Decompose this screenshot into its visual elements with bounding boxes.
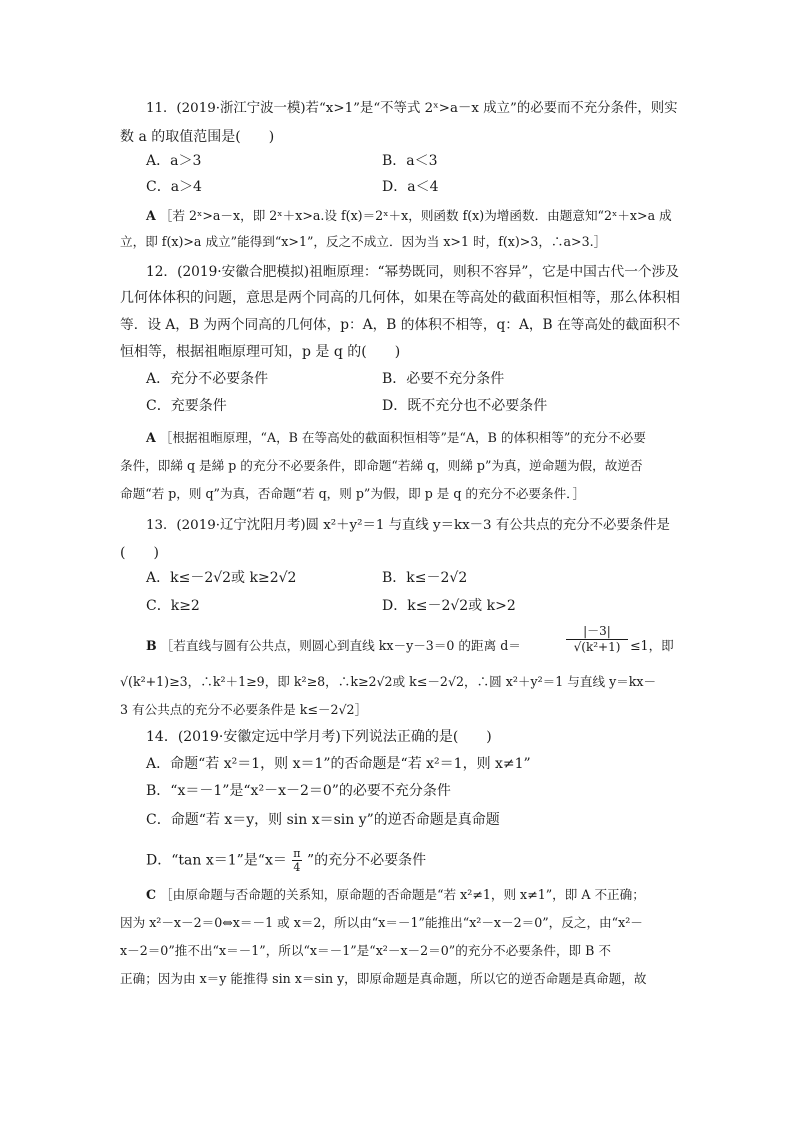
q13-option-c: C．k≥2 (146, 598, 200, 614)
q13-fraction-denominator: √(k²+1) (573, 640, 621, 654)
q11-option-c: C．a＞4 (146, 179, 202, 195)
q14-fraction-denominator: 4 (293, 861, 301, 874)
q14-option-c: C．命题“若 x＝y，则 sin x＝sin y”的逆否命题是真命题 (146, 812, 500, 828)
q14-answer: C (146, 887, 157, 902)
q12-solution-line3: 命题“若 p，则 q”为真，否命题“若 q，则 p”为假，即 p 是 q 的充分不必要条件．］ (120, 486, 586, 501)
q14-option-d-fraction (292, 847, 301, 874)
q14-fraction-numerator: π (293, 847, 301, 860)
q13-option-a: A．k≤－2√2或 k≥2√2 (146, 570, 297, 586)
q11-stem-line2: 数 a 的取值范围是( ) (120, 129, 275, 145)
q12-option-c: C．充要条件 (146, 398, 227, 414)
q13-stem-line2: ( ) (120, 545, 159, 561)
q14-option-d-pre: D．“tan x＝1”是“x＝ (146, 852, 287, 869)
q14-option-b: B．“x＝－1”是“x²－x－2＝0”的必要不充分条件 (146, 783, 451, 799)
q11-option-b: B．a＜3 (382, 153, 438, 169)
q11-option-d: D．a＜4 (382, 179, 439, 195)
q11-solution-line1 (146, 206, 672, 226)
q11-solution-text1: ［若 2ˣ>a－x，即 2ˣ＋x>a.设 f(x)＝2ˣ＋x，则函数 f(x)为增函数．由题意知“2ˣ＋x>a 成 (159, 208, 672, 223)
q12-option-d: D．既不充分也不必要条件 (382, 398, 548, 414)
q14-solution-line1 (146, 885, 645, 905)
q11-solution-line2: 立，即 f(x)>a 成立”能得到“x>1”，反之不成立．因为当 x>1 时，f(x)>3，∴a>3.］ (120, 234, 607, 249)
q14-solution-line2: 因为 x²－x－2＝0⇔x＝－1 或 x＝2，所以由“x＝－1”能推出“x²－x－2＝0”，反之，由“x²－ (120, 915, 643, 930)
q12-option-a: A．充分不必要条件 (146, 371, 269, 387)
q13-solution-tail: ≤1，即 (630, 638, 674, 653)
q12-stem-line1: 12．(2019·安徽合肥模拟)祖暅原理：“幂势既同，则积不容异”，它是中国古代一个涉及 (146, 264, 679, 280)
q12-option-b: B．必要不充分条件 (382, 371, 505, 387)
q11-option-a: A．a＞3 (146, 153, 202, 169)
q12-answer: A (146, 430, 156, 445)
q13-stem-line1: 13．(2019·辽宁沈阳月考)圆 x²＋y²＝1 与直线 y＝kx－3 有公共点的充分不必要条件是 (146, 518, 670, 533)
q13-solution-line2: √(k²+1)≥3，∴k²＋1≥9，即 k²≥8，∴k≥2√2或 k≤－2√2，∴圆 x²＋y²＝1 与直线 y＝kx－ (120, 674, 657, 689)
q13-fraction-numerator: |－3| (566, 624, 628, 640)
q12-stem-line2: 几何体体积的问题，意思是两个同高的几何体，如果在等高处的截面积恒相等，那么体积相 (120, 290, 680, 306)
q13-solution-line3: 3 有公共点的充分不必要条件是 k≤－2√2］ (120, 702, 368, 717)
q13-option-d: D．k≤－2√2或 k>2 (382, 598, 516, 614)
q12-solution-text1: ［根据祖暅原理，“A，B 在等高处的截面积恒相等”是“A，B 的体积相等”的充分不必要 (159, 430, 646, 445)
q14-option-d-post: ”的充分不必要条件 (306, 852, 427, 869)
q14-stem-line1: 14．(2019·安徽定远中学月考)下列说法正确的是( ) (146, 729, 492, 745)
q13-solution-text1: ［若直线与圆有公共点，则圆心到直线 kx－y－3＝0 的距离 d＝ (160, 638, 521, 653)
q13-answer: B (146, 638, 157, 653)
q12-stem-line3: 等．设 A，B 为两个同高的几何体，p：A，B 的体积不相等，q：A，B 在等高处的截面积不 (120, 317, 681, 333)
q14-solution-line3: x－2＝0”推不出“x＝－1”，所以“x＝－1”是“x²－x－2＝0”的充分不必要条件，即 B 不 (120, 943, 611, 958)
q14-solution-line4: 正确；因为由 x＝y 能推得 sin x＝sin y，即原命题是真命题，所以它的逆否命题是真命题，故 (120, 971, 647, 986)
q12-solution-line2: 条件，即綈 q 是綈 p 的充分不必要条件，即命题“若綈 q，则綈 p”为真，逆命题为假，故逆否 (120, 458, 643, 473)
q14-option-d (146, 847, 426, 874)
q13-option-b: B．k≤－2√2 (382, 570, 468, 586)
q11-answer: A (146, 208, 156, 223)
q14-solution-text1: ［由原命题与否命题的关系知，原命题的否命题是“若 x²≠1，则 x≠1”，即 A 不正确； (160, 887, 645, 902)
q12-solution-line1 (146, 428, 646, 448)
q12-stem-line4: 恒相等，根据祖暅原理可知，p 是 q 的( ) (120, 344, 401, 360)
q13-fraction (566, 624, 628, 655)
q13-solution-line1 (146, 636, 521, 656)
q11-stem-line1: 11．(2019·浙江宁波一模)若“x>1”是“不等式 2ˣ>a－x 成立”的必要而不充分条件，则实 (146, 101, 678, 116)
q14-option-a: A．命题“若 x²＝1，则 x＝1”的否命题是“若 x²＝1，则 x≠1” (146, 756, 531, 772)
